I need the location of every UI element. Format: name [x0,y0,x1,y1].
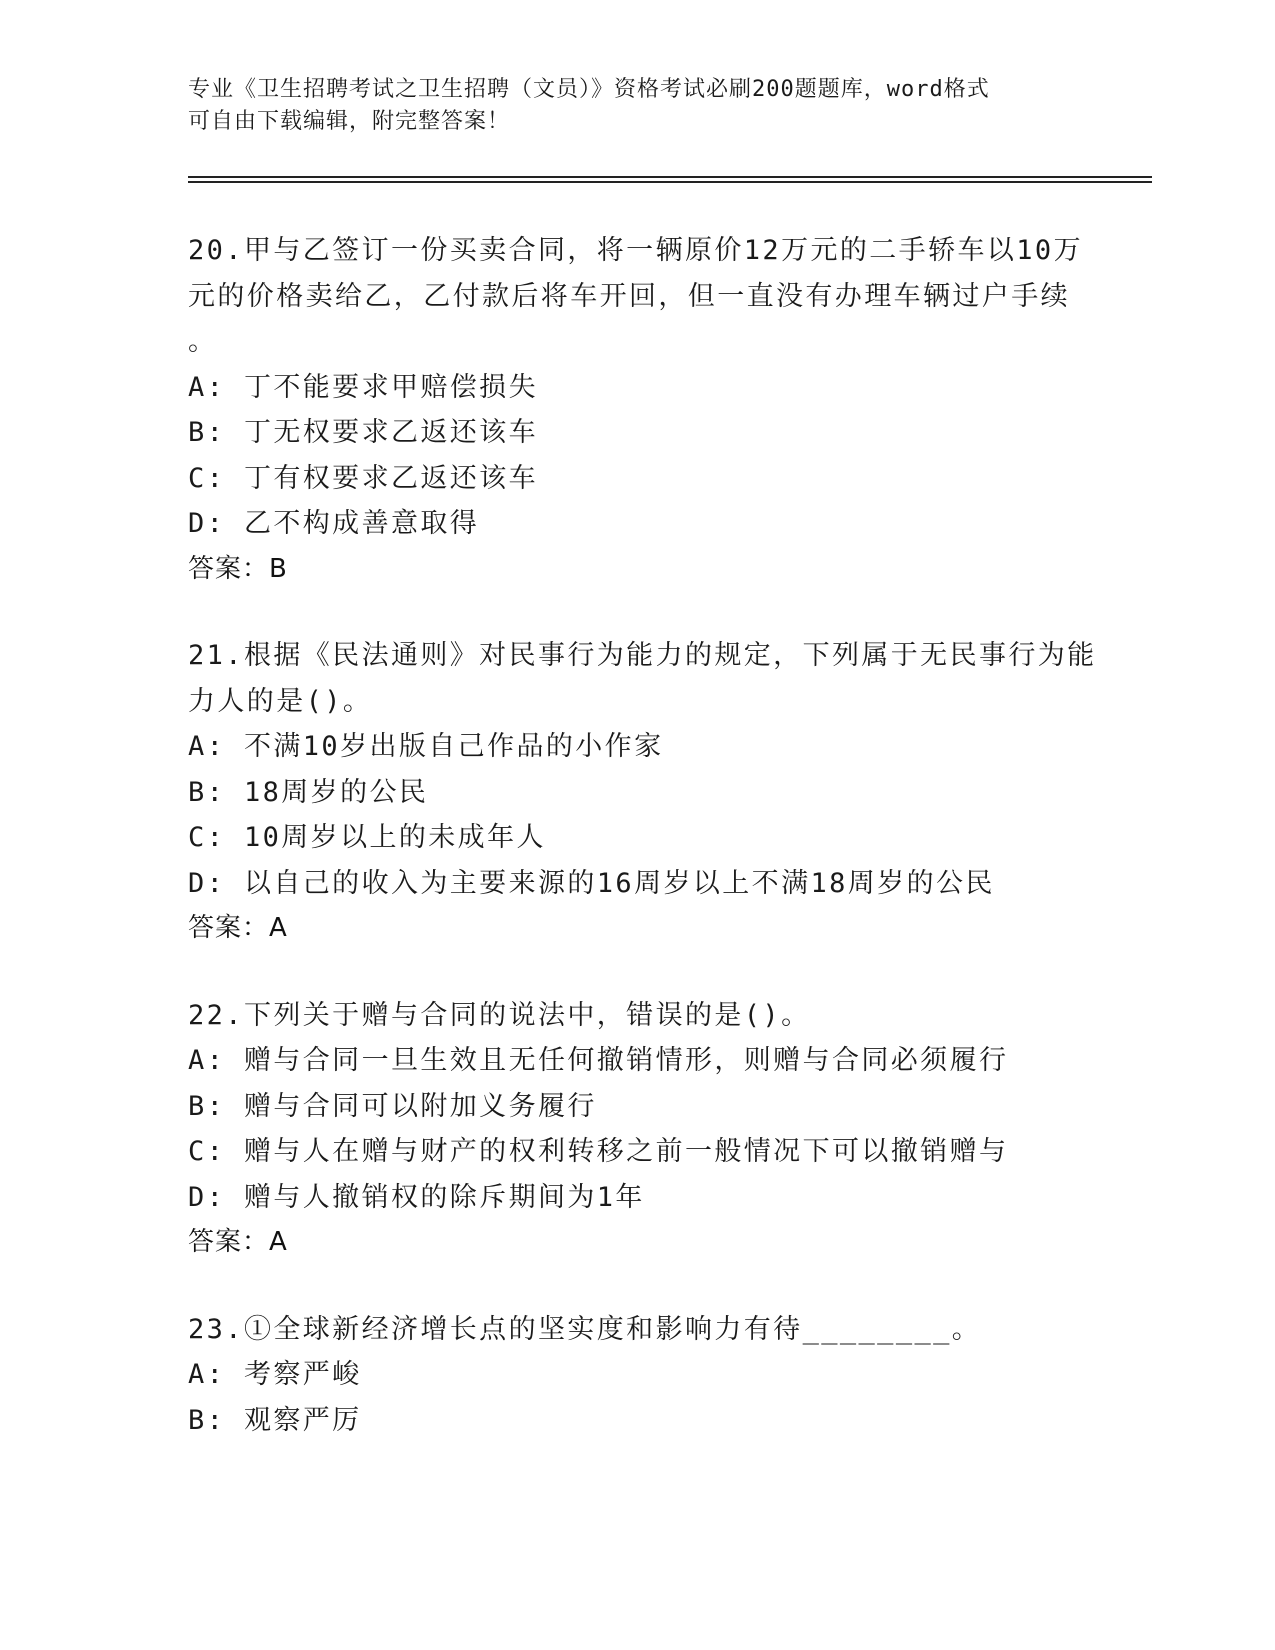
question-text-line: 22.下列关于赠与合同的说法中，错误的是()。 [188,999,811,1031]
option-a: A: 赠与合同一旦生效且无任何撤销情形，则赠与合同必须履行 [188,1045,1009,1076]
question-list [188,228,1097,1484]
option-c: C: 丁有权要求乙返还该车 [188,462,538,494]
option-d: D: 乙不构成善意取得 [188,508,480,539]
question-text-line: 。 [188,326,218,357]
answer-label: 答案：B [188,553,288,584]
option-d: D: 赠与人撤销权的除斥期间为1年 [188,1181,645,1213]
question-22 [188,993,1088,1266]
question-20 [188,228,1088,592]
header-divider-top [188,176,1152,178]
option-a: A: 丁不能要求甲赔偿损失 [188,371,538,403]
question-text-line: 20.甲与乙签订一份买卖合同，将一辆原价12万元的二手轿车以10万 [188,235,1083,266]
question-text-line: 力人的是()。 [188,685,373,717]
answer-label: 答案：A [188,1227,288,1257]
option-d: D: 以自己的收入为主要来源的16周岁以上不满18周岁的公民 [188,867,995,899]
header-divider-bottom [188,181,1152,183]
question-text-line: 23.①全球新经济增长点的坚实度和影响力有待________。 [188,1313,982,1345]
answer-label: 答案：A [188,913,288,943]
question-23 [188,1307,1088,1444]
header-line-2: 可自由下载编辑，附完整答案！ [188,109,511,134]
question-text-line: 21.根据《民法通则》对民事行为能力的规定，下列属于无民事行为能 [188,640,1097,671]
header-line-1: 专业《卫生招聘考试之卫生招聘（文员）》资格考试必刷200题题库，word格式 [188,77,990,102]
question-21 [188,633,1097,952]
option-b: B: 观察严厉 [188,1404,362,1436]
option-c: C: 10周岁以上的未成年人 [188,822,546,853]
option-a: A: 考察严峻 [188,1359,362,1390]
option-b: B: 丁无权要求乙返还该车 [188,417,538,448]
option-b: B: 赠与合同可以附加义务履行 [188,1090,597,1122]
option-a: A: 不满10岁出版自己作品的小作家 [188,731,664,762]
question-text-line: 元的价格卖给乙，乙付款后将车开回，但一直没有办理车辆过户手续 [188,280,1070,312]
option-b: B: 18周岁的公民 [188,776,429,808]
option-c: C: 赠与人在赠与财产的权利转移之前一般情况下可以撤销赠与 [188,1136,1009,1167]
document-header [188,74,1088,138]
